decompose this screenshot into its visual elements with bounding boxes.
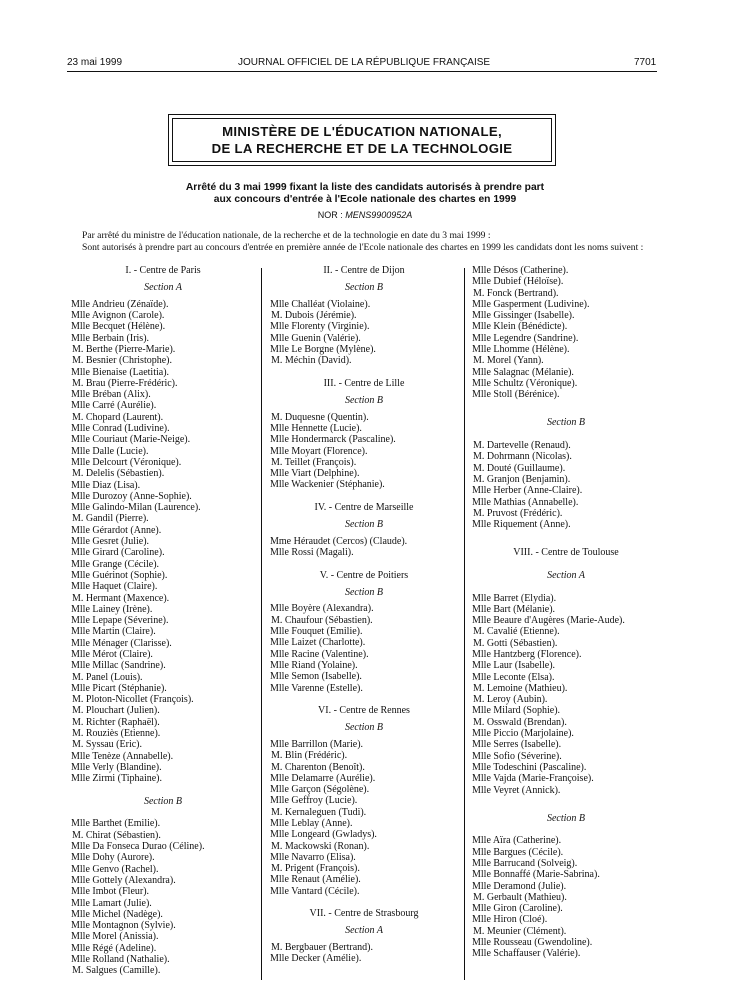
candidate-entry: Mlle Lamart (Julie). <box>71 897 152 909</box>
section-heading: Section B <box>546 812 586 824</box>
candidate-entry: Mlle Berbain (Iris). <box>71 332 150 344</box>
candidate-entry: Mlle Régé (Adeline). <box>71 942 157 954</box>
candidate-entry: Mlle Serres (Isabelle). <box>472 739 562 751</box>
candidate-entry: Mlle Delamarre (Aurélie). <box>270 772 376 784</box>
candidate-entry: Mlle Bonnaffé (Marie-Sabrina). <box>472 869 600 881</box>
spacer <box>266 558 462 569</box>
candidate-entry: Mlle Gesret (Julie). <box>71 536 150 548</box>
ministry-line-2: DE LA RECHERCHE ET DE LA TECHNOLOGIE <box>211 141 513 156</box>
candidate-entry: Mlle Laur (Isabelle). <box>472 660 556 672</box>
decree-title-line-1: Arrêté du 3 mai 1999 fixant la liste des candidats autorisés à prendre part <box>185 182 545 193</box>
center-heading: VII. - Centre de Strasbourg <box>309 908 419 920</box>
candidate-entry: Mlle Lepape (Séverine). <box>71 615 169 627</box>
spacer <box>468 401 664 412</box>
candidate-entry: Mlle Riquement (Anne). <box>472 519 571 531</box>
candidate-entry: M. Teillet (François). <box>271 456 357 468</box>
intro-paragraph-2: Sont autorisés à prendre part au concours d'entrée en première année de l'Ecole nationale des chartes en 1999 les candidats dont les noms suivent : <box>82 242 644 253</box>
candidate-entry: Mlle Galindo-Milan (Laurence). <box>71 502 201 514</box>
candidate-entry: Mlle Riand (Yolaine). <box>270 659 358 671</box>
column-2 <box>266 265 462 965</box>
candidate-entry: Mlle Dohy (Aurore). <box>71 852 155 864</box>
candidate-entry: Mlle Varenne (Estelle). <box>270 682 363 694</box>
candidate-entry: M. Duquesne (Quentin). <box>271 411 369 423</box>
candidate-entry: Mlle Genvo (Rachel). <box>71 863 159 875</box>
candidate-entry: Mlle Désos (Catherine). <box>472 265 569 276</box>
section-heading: Section A <box>547 569 585 581</box>
candidate-entry: M. Osswald (Brendan). <box>473 716 567 728</box>
spacer <box>266 897 462 908</box>
center-heading: III. - Centre de Lille <box>323 377 405 389</box>
candidate-entry: M. Leroy (Aubin). <box>473 694 548 706</box>
candidate-entry: Mlle Klein (Bénédicte). <box>472 321 568 333</box>
candidate-entry: Mlle Diaz (Lisa). <box>71 479 141 491</box>
candidate-entry: Mlle Vajda (Marie-Françoise). <box>472 773 594 785</box>
candidate-entry: Mlle Viart (Delphine). <box>270 468 360 480</box>
candidate-entry: M. Dartevelle (Renaud). <box>473 440 571 452</box>
candidate-entry: M. Plouchart (Julien). <box>72 705 160 717</box>
candidate-entry: M. Chirat (Sébastien). <box>72 829 161 841</box>
candidate-entry: M. Richter (Raphaël). <box>72 716 160 728</box>
candidate-entry: Mlle Mathias (Annabelle). <box>472 496 579 508</box>
candidate-entry: Mlle Leblay (Anne). <box>270 818 353 829</box>
spacer <box>67 807 259 818</box>
candidate-entry: Mme Héraudet (Cercos) (Claude). <box>270 535 408 547</box>
candidate-entry: M. Brau (Pierre-Frédéric). <box>72 377 178 389</box>
center-heading: VIII. - Centre de Toulouse <box>513 547 619 559</box>
spacer <box>468 796 664 807</box>
candidate-entry: Mlle Couriaut (Marie-Neige). <box>71 434 191 446</box>
candidate-entry: M. Meunier (Clément). <box>473 925 567 937</box>
candidate-entry: Mlle Conrad (Ludivine). <box>71 423 170 435</box>
candidate-entry: Mlle Hantzberg (Florence). <box>472 648 582 660</box>
candidate-entry: M. Ploton-Nicollet (François). <box>72 694 194 706</box>
section-heading: Section B <box>344 394 384 406</box>
candidate-entry: M. Syssau (Eric). <box>72 739 142 751</box>
intro-paragraph-1: Par arrêté du ministre de l'éducation nationale, de la recherche et de la technologie en date du 3 mai 1999 : <box>82 230 491 241</box>
candidate-entry: M. Gandil (Pierre). <box>72 513 149 525</box>
candidate-entry: Mlle Andrieu (Zénaïde). <box>71 298 169 310</box>
candidate-entry: Mlle Girard (Caroline). <box>71 547 165 559</box>
candidate-entry: Mlle Legendre (Sandrine). <box>472 332 579 344</box>
section-heading: Section A <box>144 281 182 293</box>
candidate-entry: Mlle Salagnac (Mélanie). <box>472 366 574 378</box>
section-heading: Section B <box>344 586 384 598</box>
spacer <box>468 559 664 570</box>
candidate-entry: Mlle Boyère (Alexandra). <box>270 603 374 615</box>
candidate-entry: Mlle Morel (Anissia). <box>71 931 159 943</box>
candidate-entry: M. Douté (Guillaume). <box>473 462 566 474</box>
column-1 <box>67 265 259 977</box>
spacer <box>468 824 664 835</box>
candidate-entry: Mlle Hiron (Cloé). <box>472 914 548 926</box>
candidate-entry: Mlle Barrucand (Solveig). <box>472 857 578 869</box>
candidate-entry: Mlle Barrillon (Marie). <box>270 738 364 750</box>
candidate-entry: Mlle Fouquet (Emilie). <box>270 626 363 638</box>
candidate-entry: Mlle Semon (Isabelle). <box>270 671 362 683</box>
candidate-entry: Mlle Gérardot (Anne). <box>71 524 162 536</box>
candidate-entry: Mlle Haquet (Claire). <box>71 581 158 593</box>
decree-title-line-2: aux concours d'entrée à l'Ecole nationale des chartes en 1999 <box>213 194 517 205</box>
candidate-entry: M. Gerbault (Mathieu). <box>473 891 567 903</box>
candidate-entry: M. Gotti (Sébastien). <box>473 637 558 649</box>
candidate-entry: Mlle Gissinger (Isabelle). <box>472 310 575 322</box>
candidate-entry: M. Granjon (Benjamin). <box>473 473 571 485</box>
center-heading: I. - Centre de Paris <box>125 265 201 276</box>
candidate-entry: Mlle Herber (Anne-Claire). <box>472 485 583 497</box>
header-date: 23 mai 1999 <box>67 57 123 68</box>
candidate-entry: M. Prigent (François). <box>271 863 360 875</box>
candidate-entry: M. Besnier (Christophe). <box>72 355 172 367</box>
header-rule <box>67 71 657 72</box>
candidate-entry: M. Bergbauer (Bertrand). <box>271 942 374 954</box>
candidate-entry: Mlle Michel (Nadège). <box>71 908 163 920</box>
spacer <box>468 429 664 440</box>
ministry-title-box <box>172 118 552 162</box>
spacer <box>266 491 462 502</box>
center-heading: VI. - Centre de Rennes <box>318 705 410 717</box>
candidate-entry: Mlle Grange (Cécile). <box>71 558 160 570</box>
candidate-entry: Mlle Leconte (Elsa). <box>472 671 555 683</box>
spacer <box>67 785 259 796</box>
candidate-entry: Mlle Barret (Elydia). <box>472 592 557 604</box>
nor-label: NOR : <box>317 210 343 220</box>
candidate-entry: Mlle Piccio (Marjolaine). <box>472 728 574 740</box>
candidate-entry: Mlle Imbot (Fleur). <box>71 886 150 898</box>
candidate-entry: Mlle Becquet (Hélène). <box>71 321 166 333</box>
candidate-entry: M. Blin (Frédéric). <box>271 750 348 762</box>
candidate-entry: M. Kernaleguen (Tudi). <box>271 806 367 818</box>
candidate-entry: Mlle Bargues (Cécile). <box>472 846 564 858</box>
candidate-entry: Mlle Deramond (Julie). <box>472 880 567 892</box>
candidate-entry: Mlle Durozoy (Anne-Sophie). <box>71 490 192 502</box>
candidate-entry: M. Dohrmann (Nicolas). <box>473 451 572 463</box>
candidate-entry: Mlle Milard (Sophie). <box>472 705 561 717</box>
candidate-entry: Mlle Stoll (Bérénice). <box>472 389 560 401</box>
candidate-entry: M. Rouziès (Etienne). <box>72 728 161 740</box>
candidate-entry: Mlle Hennette (Lucie). <box>270 422 362 434</box>
section-heading: Section B <box>344 281 384 293</box>
candidate-entry: Mlle Racine (Valentine). <box>270 648 369 660</box>
candidate-entry: M. Salgues (Camille). <box>72 965 161 977</box>
candidate-entry: Mlle Bart (Mélanie). <box>472 603 556 615</box>
candidate-entry: Mlle Avignon (Carole). <box>71 310 165 322</box>
candidate-entry: Mlle Renaut (Amélie). <box>270 874 361 886</box>
candidate-entry: Mlle Ménager (Clarisse). <box>71 637 172 649</box>
center-heading: IV. - Centre de Marseille <box>314 502 414 514</box>
spacer <box>468 530 664 541</box>
center-heading: V. - Centre de Poitiers <box>319 569 409 581</box>
candidate-entry: Mlle Gasperment (Ludivine). <box>472 298 590 310</box>
center-heading: II. - Centre de Dijon <box>323 265 405 276</box>
candidate-entry: Mlle Bréban (Alix). <box>71 389 151 401</box>
candidate-entry: M. Lemoine (Mathieu). <box>473 682 568 694</box>
nor-code: MENS9900952A <box>345 210 413 220</box>
section-heading: Section A <box>345 925 383 937</box>
candidate-entry: Mlle Barthet (Emilie). <box>71 818 161 830</box>
candidate-entry: M. Méchin (David). <box>271 355 352 367</box>
candidate-entry: Mlle Beaure d'Augères (Marie-Aude). <box>472 615 625 627</box>
candidate-entry: M. Berthe (Pierre-Marie). <box>72 343 176 355</box>
spacer <box>266 694 462 705</box>
candidate-entry: Mlle Le Borgne (Mylène). <box>270 343 376 355</box>
section-heading: Section B <box>344 518 384 530</box>
candidate-entry: Mlle Todeschini (Pascaline). <box>472 761 587 773</box>
spacer <box>468 581 664 592</box>
spacer <box>266 367 462 378</box>
candidate-entry: Mlle Moyart (Florence). <box>270 445 368 457</box>
candidate-entry: Mlle Zirmi (Tiphaine). <box>71 773 163 785</box>
candidate-entry: Mlle Lainey (Irène). <box>71 603 153 615</box>
candidate-entry: M. Pruvost (Frédéric). <box>473 507 563 519</box>
candidate-entry: Mlle Schultz (Véronique). <box>472 377 578 389</box>
ministry-line-1: MINISTÈRE DE L'ÉDUCATION NATIONALE, <box>222 124 502 139</box>
candidate-entry: M. Cavalié (Etienne). <box>473 626 560 638</box>
candidate-entry: M. Hermant (Maxence). <box>72 592 170 604</box>
candidate-entry: Mlle Garçon (Ségolène). <box>270 784 370 796</box>
candidate-entry: Mlle Lhomme (Hélène). <box>472 344 570 356</box>
candidate-entry: Mlle Wackenier (Stéphanie). <box>270 479 385 491</box>
candidate-entry: Mlle Veyret (Annick). <box>472 784 561 796</box>
candidate-entry: Mlle Laizet (Charlotte). <box>270 637 366 649</box>
candidate-entry: M. Delelis (Sébastien). <box>72 468 165 480</box>
candidate-entry: Mlle Rousseau (Gwendoline). <box>472 937 593 948</box>
candidate-entry: Mlle Bienaise (Laetitia). <box>71 366 170 378</box>
column-divider-1 <box>261 268 262 980</box>
candidate-entry: Mlle Martin (Claire). <box>71 626 156 638</box>
candidate-entry: M. Mackowski (Ronan). <box>271 840 370 852</box>
column-divider-2 <box>464 268 465 980</box>
candidate-entry: Mlle Rolland (Nathalie). <box>71 954 170 965</box>
candidate-entry: Mlle Rossi (Magali). <box>270 547 354 559</box>
candidate-entry: M. Morel (Yann). <box>473 355 544 367</box>
candidate-entry: Mlle Geffroy (Lucie). <box>270 795 358 807</box>
candidate-entry: Mlle Carré (Aurélie). <box>71 400 157 412</box>
candidate-entry: M. Chopard (Laurent). <box>72 411 164 423</box>
candidate-entry: Mlle Navarro (Elisa). <box>270 851 356 863</box>
section-heading: Section B <box>143 795 183 807</box>
candidate-entry: Mlle Gottely (Alexandra). <box>71 874 176 886</box>
candidate-entry: Mlle Florenty (Virginie). <box>270 321 370 333</box>
candidate-entry: Mlle Delcourt (Véronique). <box>71 456 182 468</box>
candidate-entry: Mlle Picart (Stéphanie). <box>71 682 167 694</box>
candidate-entry: Mlle Verly (Blandine). <box>71 761 162 773</box>
candidate-entry: Mlle Giron (Caroline). <box>472 903 563 915</box>
candidate-entry: Mlle Mérot (Claire). <box>71 648 153 660</box>
candidate-entry: M. Dubois (Jérémie). <box>271 310 357 322</box>
candidate-entry: Mlle Decker (Amélie). <box>270 953 362 965</box>
section-heading: Section B <box>344 722 384 734</box>
nor-reference <box>120 210 610 220</box>
header-page-number: 7701 <box>634 57 657 68</box>
candidate-entry: Mlle Longeard (Gwladys). <box>270 829 377 841</box>
section-heading: Section B <box>546 417 586 429</box>
candidate-entry: M. Chaufour (Sébastien). <box>271 614 373 626</box>
header-journal-title: JOURNAL OFFICIEL DE LA RÉPUBLIQUE FRANÇAISE <box>238 57 491 68</box>
candidate-entry: Mlle Montagnon (Sylvie). <box>71 920 176 932</box>
candidate-entry: M. Panel (Louis). <box>72 671 143 683</box>
candidate-entry: Mlle Vantard (Cécile). <box>270 885 360 897</box>
candidate-entry: Mlle Dubief (Héloïse). <box>472 276 564 288</box>
column-3 <box>468 265 664 960</box>
candidate-entry: Mlle Aïra (Catherine). <box>472 835 562 847</box>
candidate-entry: Mlle Hondermarck (Pascaline). <box>270 434 396 446</box>
candidate-entry: Mlle Millac (Sandrine). <box>71 660 166 672</box>
candidate-entry: Mlle Tenèze (Annabelle). <box>71 750 174 762</box>
candidate-entry: Mlle Schaffauser (Valérie). <box>472 948 581 960</box>
candidate-entry: M. Fonck (Bertrand). <box>473 287 559 299</box>
candidate-entry: Mlle Guérinot (Sophie). <box>71 569 168 581</box>
candidate-entry: Mlle Dalle (Lucie). <box>71 445 149 457</box>
candidate-entry: Mlle Sofio (Séverine). <box>472 750 562 762</box>
candidate-entry: M. Charenton (Benoît). <box>271 761 365 773</box>
candidate-entry: Mlle Challéat (Violaine). <box>270 298 371 310</box>
candidate-entry: Mlle Guenin (Valérie). <box>270 332 361 344</box>
candidate-entry: Mlle Da Fonseca Durao (Céline). <box>71 841 205 853</box>
